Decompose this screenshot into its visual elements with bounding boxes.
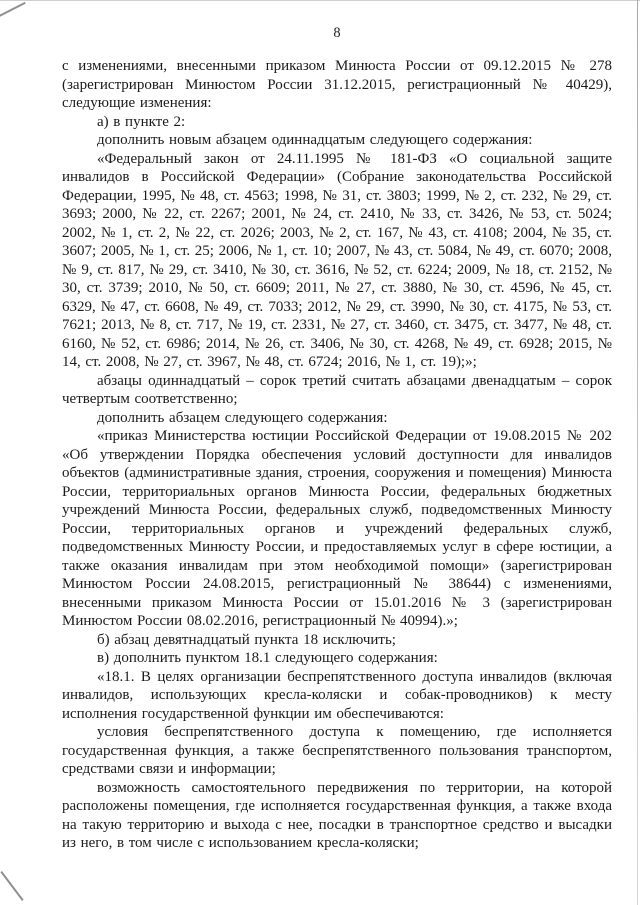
paragraph-item-a: а) в пункте 2: (97, 113, 186, 130)
paragraph-renumber-abzacy: абзацы одиннадцатый – сорок третий считать абзацами двенадцатым – сорок четвертым соответственно; (62, 372, 612, 407)
paragraph-add-abzac: дополнить абзацем следующего содержания: (97, 409, 388, 426)
paragraph-access-conditions: условия беспрепятственного доступа к помещению, где исполняется государственная функция, а также беспрепятственного пользования транспортом, средствами связи и информации; (62, 724, 612, 777)
paragraph-item-b: б) абзац девятнадцатый пункта 18 исключить; (97, 631, 396, 648)
paragraph-federal-law-citation: «Федеральный закон от 24.11.1995 № 181-ФЗ «О социальной защите инвалидов в Российской Федерации» (Собрание законодательства Российской Федерации, 1995, № 48, ст. 4563; 1998, № 31, ст. 3803; 1999, № 2, ст. 232, № 29, ст. 3693; 2000, № 22, ст. 2267; 2001, № 24, ст. 2410, № 33, ст. 3426, № 53, ст. 5024; 2002, № 1, ст. 2, № 22, ст. 2026; 2003, № 2, ст. 167, № 43, ст. 4108; 2004, № 35, ст. 3607; 2005, № 1, ст. 25; 2006, № 1, ст. 10; 2007, № 43, ст. 5084, № 49, ст. 6070; 2008, № 9, ст. 817, № 29, ст. 3410, № 30, ст. 3616, № 52, ст. 6224; 2009, № 18, ст. 2152, № 30, ст. 3739; 2010, № 50, ст. 6609; 2011, № 27, ст. 3880, № 30, ст. 4596, № 45, ст. 6329, № 47, ст. 6608, № 49, ст. 7033; 2012, № 29, ст. 3990, № 30, ст. 4175, № 53, ст. 7621; 2013, № 8, ст. 717, № 19, ст. 2331, № 27, ст. 3460, ст. 3475, ст. 3477, № 48, ст. 6160, № 52, ст. 6986; 2014, № 26, ст. 3406, № 30, ст. 4268, № 49, ст. 6928; 2015, № 14, ст. 2008, № 27, ст. 3967, № 48, ст. 6724; 2016, № 1, ст. 19);»; (62, 150, 612, 370)
paragraph-point-18-1: «18.1. В целях организации беспрепятственного доступа инвалидов (включая инвалидов, использующих кресла-коляски и собак-проводников) к месту исполнения государственной функции им обеспечиваются: (62, 668, 612, 722)
paragraph-add-abzac-11: дополнить новым абзацем одиннадцатым следующего содержания: (97, 132, 533, 148)
paragraph-independent-movement: возможность самостоятельного передвижения по территории, на которой расположены помещения, где исполняется государственная функция, а также входа на такую территорию и выхода с нее, посадки в транспортное средство и высадки из него, в том числе с использованием кресла-коляски; (62, 779, 612, 851)
scan-edge-top (0, 0, 640, 1)
paragraph-intro-amendments: с изменениями, внесенными приказом Минюста России от 09.12.2015 № 278 (зарегистрирован Минюстом России 31.12.2015, регистрационный № 40429), следующие изменения: (62, 58, 612, 111)
scan-edge-right (637, 0, 638, 905)
scan-artifact-top-left (0, 2, 26, 18)
scan-artifact-bottom-left (0, 871, 23, 901)
paragraph-item-v: в) дополнить пунктом 18.1 следующего содержания: (97, 650, 438, 666)
paragraph-minjust-order-citation: «приказ Министерства юстиции Российской Федерации от 19.08.2015 № 202 «Об утверждении Порядка обеспечения условий доступности для инвалидов объектов (административные здания, строения, сооружения и помещения) Минюста России, территориальных органов Минюста России, федеральных бюджетных учреждений Минюста России, федеральных служб, подведомственных Минюсту России, территориальных органов и учреждений федеральных служб, подведомственных Минюсту России, и предоставляемых услуг в сфере юстиции, а также оказания инвалидам при этом необходимой помощи» (зарегистрирован Минюстом России 24.08.2015, регистрационный № 38644) с изменениями, внесенными приказом Минюста России от 15.01.2016 № 3 (зарегистрирован Минюстом России 08.02.2016, регистрационный № 40994).»; (62, 428, 612, 629)
document-body (62, 57, 612, 853)
page-number: 8 (333, 25, 341, 41)
